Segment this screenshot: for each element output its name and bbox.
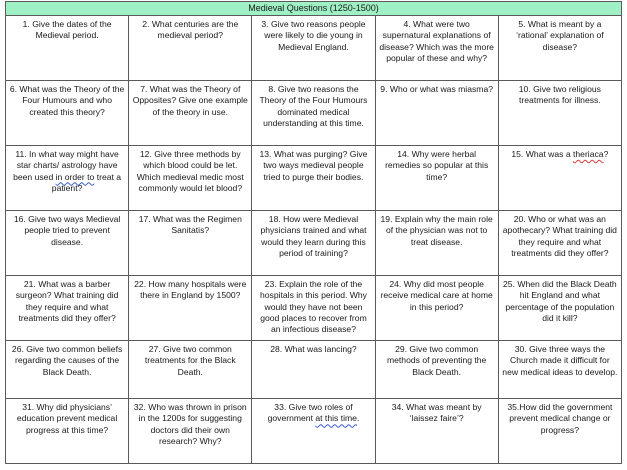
grammar-flagged-text: in order to [55,171,95,182]
question-text: 33. Give two roles of government [267,402,353,424]
question-cell: 14. Why were herbal remedies so popular at this time? [375,146,498,211]
table-row [6,146,622,211]
table-row [6,16,622,81]
spelling-flagged-text: theriaca [573,149,604,159]
question-cell: 19. Explain why the main role of the physician was not to treat disease. [375,211,498,276]
question-cell: 25. When did the Black Death hit England and what percentage of the population did it kill? [498,276,621,341]
question-cell [252,399,375,464]
question-cell: 5. What is meant by a ‘rational’ explanation of disease? [498,16,621,81]
question-cell: 3. Give two reasons people were likely to die young in Medieval England. [252,16,375,81]
question-cell: 30. Give three ways the Church made it difficult for new medical ideas to develop. [498,341,621,399]
question-text: . [356,413,360,424]
question-cell: 24. Why did most people receive medical care at home in this period? [375,276,498,341]
question-cell: 26. Give two common beliefs regarding the causes of the Black Death. [6,341,129,399]
question-cell: 12. Give three methods by which blood could be let. Which medieval medic most commonly would let blood? [129,146,252,211]
question-cell: 31. Why did physicians’ education prevent medical progress at this time? [6,399,129,464]
question-cell: 13. What was purging? Give two ways medieval people tried to purge their bodies. [252,146,375,211]
table-title: Medieval Questions (1250-1500) [6,2,622,16]
grammar-flagged-text: at this time [315,413,357,424]
question-cell [6,146,129,211]
question-cell: 32. Who was thrown in prison in the 1200s for suggesting doctors did their own research? Why? [129,399,252,464]
question-cell: 4. What were two supernatural explanations of disease? Which was the more popular of these and why? [375,16,498,81]
question-cell: 27. Give two common treatments for the Black Death. [129,341,252,399]
question-cell: 2. What centuries are the medieval period? [129,16,252,81]
question-cell: 22. How many hospitals were there in England by 1500? [129,276,252,341]
questions-table [5,1,622,464]
question-cell: 16. Give two ways Medieval people tried to prevent disease. [6,211,129,276]
table-row [6,341,622,399]
table-row [6,211,622,276]
question-cell: 29. Give two common methods of preventing the Black Death. [375,341,498,399]
question-cell: 8. Give two reasons the Theory of the Four Humours dominated medical understanding at this time. [252,81,375,146]
question-cell: 35.How did the government prevent medical change or progress? [498,399,621,464]
question-cell: 20. Who or what was an apothecary? What training did they require and what treatments did they offer? [498,211,621,276]
question-cell: 7. What was the Theory of Opposites? Give one example of the theory in use. [129,81,252,146]
table-row [6,276,622,341]
question-text: treat a patient? [51,171,122,193]
question-cell: 17. What was the Regimen Sanitatis? [129,211,252,276]
question-cell: 1. Give the dates of the Medieval period. [6,16,129,81]
question-cell: 28. What was lancing? [252,341,375,399]
table-row [6,81,622,146]
question-cell: 34. What was meant by ‘laissez faire’? [375,399,498,464]
question-cell: 21. What was a barber surgeon? What training did they require and what treatments did they offer? [6,276,129,341]
question-text: ? [603,149,609,159]
question-cell: 23. Explain the role of the hospitals in this period. Why would they have not been good places to recover from an infectious disease? [252,276,375,341]
question-cell [498,146,621,211]
question-cell: 9. Who or what was miasma? [375,81,498,146]
question-text: 15. What was a [511,149,573,159]
table-row [6,399,622,464]
title-row [6,2,622,16]
question-cell: 18. How were Medieval physicians trained and what would they learn during this period of training? [252,211,375,276]
question-cell: 10. Give two religious treatments for illness. [498,81,621,146]
question-cell: 6. What was the Theory of the Four Humours and who created this theory? [6,81,129,146]
question-text: 11. In what way might have star charts/ astrology have been used [13,149,119,182]
